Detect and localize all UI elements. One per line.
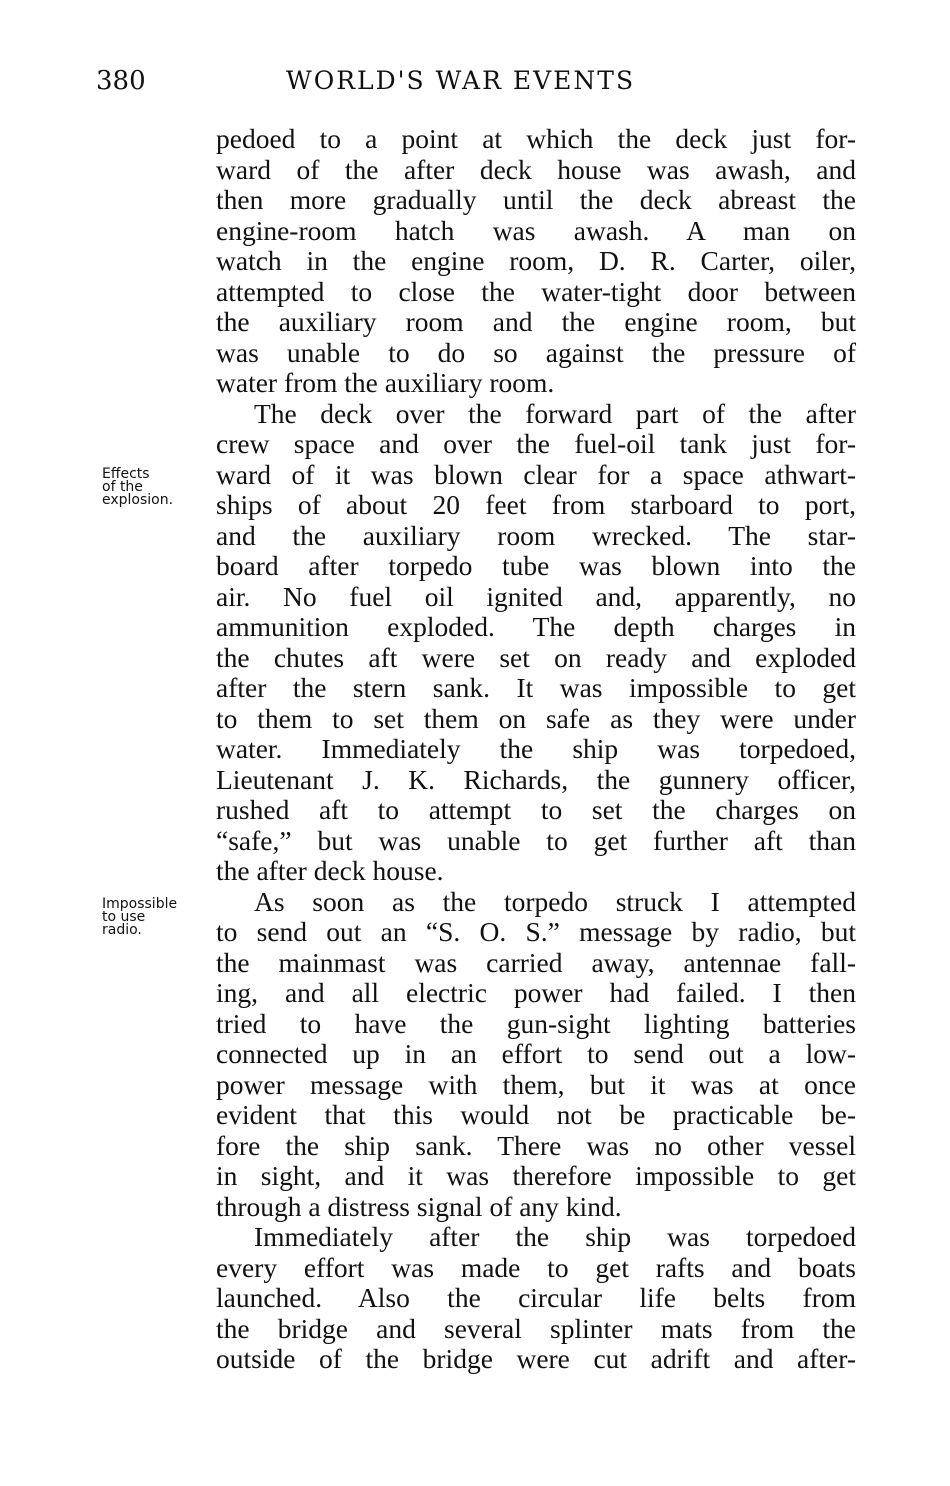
margin-note-line: to use	[102, 909, 146, 925]
text-line: attempted to close the water-tight door between	[216, 275, 856, 307]
text-line: As soon as the torpedo struck I attempted	[254, 885, 856, 917]
text-line: water from the auxiliary room.	[216, 367, 555, 398]
text-line: the bridge and several splinter mats from the	[216, 1312, 856, 1344]
margin-note-radio	[102, 898, 177, 937]
text-line: pedoed to a point at which the deck just for-	[216, 123, 856, 154]
text-line: the chutes aft were set on ready and exploded	[216, 641, 856, 673]
text-line: tried to have the gun-sight lighting batteries	[216, 1007, 856, 1039]
text-line: ammunition exploded. The depth charges in	[216, 611, 856, 642]
text-line: was unable to do so against the pressure of	[216, 336, 856, 368]
text-line: ward of it was blown clear for a space athwart-	[216, 458, 856, 490]
text-line: every effort was made to get rafts and boats	[216, 1251, 856, 1283]
margin-note-line: radio.	[102, 922, 142, 938]
text-line: through a distress signal of any kind.	[216, 1190, 622, 1222]
page-number: 380	[96, 66, 146, 96]
text-line: crew space and over the fuel-oil tank just for-	[216, 428, 856, 459]
text-line: engine-room hatch was awash. A man on	[216, 214, 856, 246]
text-line: ward of the after deck house was awash, and	[216, 153, 856, 185]
page-header	[96, 66, 856, 96]
margin-note-line: explosion.	[102, 492, 174, 508]
margin-note-line: Impossible	[102, 896, 178, 912]
text-line: fore the ship sank. There was no other vessel	[216, 1129, 856, 1161]
text-line: power message with them, but it was at once	[216, 1068, 856, 1100]
text-line: connected up in an effort to send out a low-	[216, 1038, 856, 1069]
text-line: to them to set them on safe as they were under	[216, 702, 856, 734]
text-line: board after torpedo tube was blown into the	[216, 550, 856, 581]
text-line: the auxiliary room and the engine room, but	[216, 306, 856, 337]
text-line: water. Immediately the ship was torpedoed,	[216, 733, 856, 764]
text-line: watch in the engine room, D. R. Carter, oiler,	[216, 245, 856, 276]
margin-note-line: of the	[102, 479, 143, 495]
text-line: air. No fuel oil ignited and, apparently, no	[216, 580, 856, 612]
running-head: WORLD'S WAR EVENTS	[286, 66, 636, 95]
margin-note-line: Effects	[102, 466, 150, 482]
text-line: The deck over the forward part of the after	[254, 397, 856, 429]
text-line: then more gradually until the deck abreast the	[216, 184, 856, 215]
text-line: in sight, and it was therefore impossible to get	[216, 1160, 856, 1191]
text-line: Immediately after the ship was torpedoed	[254, 1221, 856, 1252]
margin-note-explosion	[102, 468, 173, 507]
text-line: ships of about 20 feet from starboard to port,	[216, 489, 856, 520]
text-line: rushed aft to attempt to set the charges on	[216, 794, 856, 825]
text-line: evident that this would not be practicable be-	[216, 1099, 856, 1130]
text-line: the after deck house.	[216, 855, 444, 886]
text-line: launched. Also the circular life belts from	[216, 1282, 856, 1313]
text-line: Lieutenant J. K. Richards, the gunnery officer,	[216, 763, 856, 795]
text-line: ing, and all electric power had failed. I then	[216, 977, 856, 1008]
text-line: to send out an “S. O. S.” message by radio, but	[216, 916, 856, 947]
body-text	[216, 124, 856, 1375]
text-line: “safe,” but was unable to get further aft than	[216, 824, 856, 856]
text-line: the mainmast was carried away, antennae fall-	[216, 946, 856, 978]
text-line: after the stern sank. It was impossible to get	[216, 672, 856, 703]
text-line: and the auxiliary room wrecked. The star-	[216, 519, 856, 551]
text-line: outside of the bridge were cut adrift and after-	[216, 1343, 856, 1374]
